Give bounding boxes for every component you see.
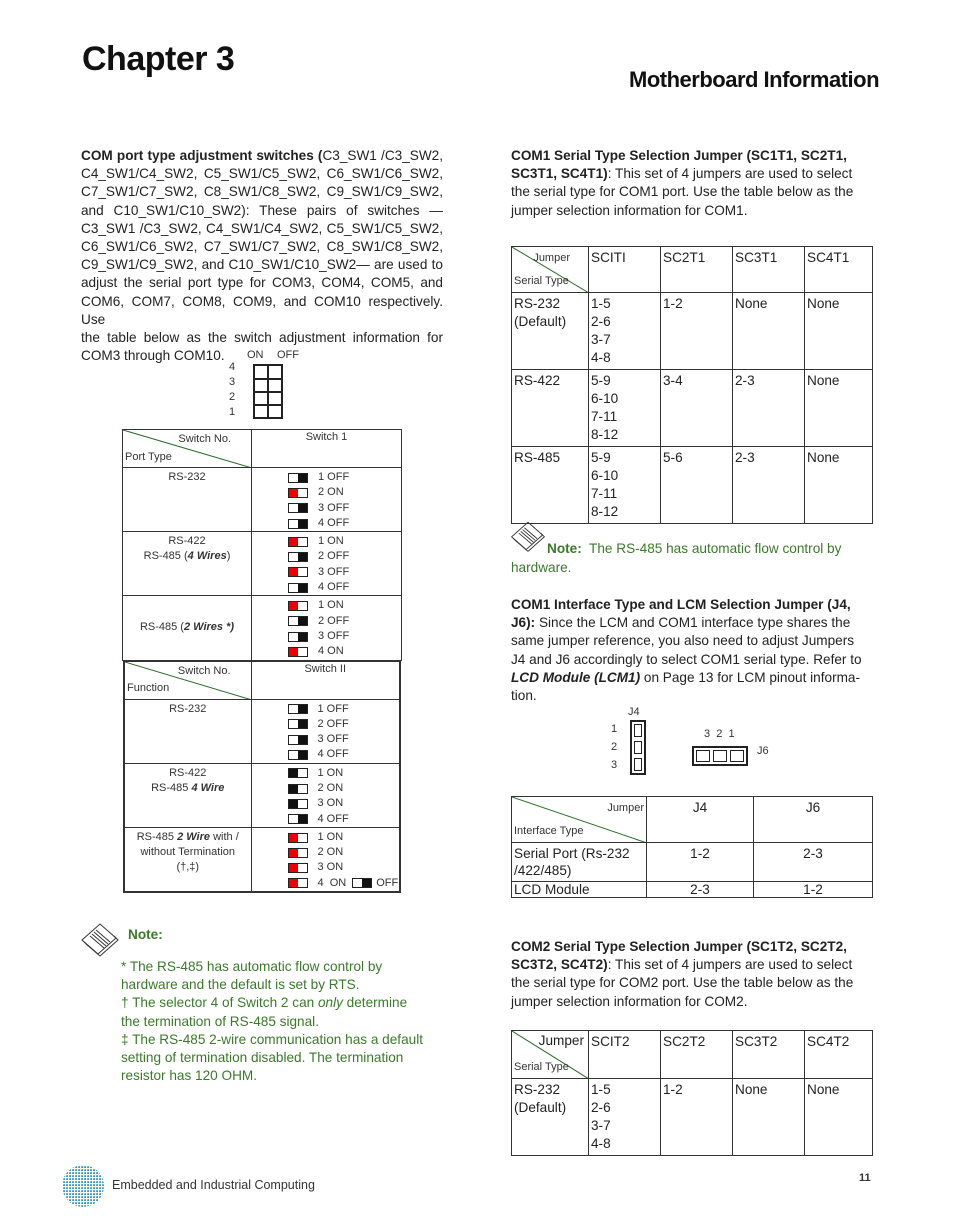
cell: None bbox=[805, 293, 873, 370]
note-line bbox=[121, 994, 451, 1012]
state-text: 3 OFF bbox=[318, 629, 350, 642]
note-title: Note: bbox=[547, 541, 582, 556]
com1-header-diag bbox=[512, 247, 589, 293]
note-text: hardware. bbox=[511, 560, 572, 575]
switch-toggle bbox=[288, 768, 308, 778]
switch-toggle bbox=[288, 473, 308, 483]
switch-toggle bbox=[288, 878, 308, 888]
com1-description bbox=[511, 147, 873, 220]
state-text: 2 OFF bbox=[318, 614, 350, 627]
label-emph: 4 Wire bbox=[191, 781, 225, 794]
label-part: RS-485 bbox=[136, 830, 178, 843]
note-line: setting of termination disabled. The termination bbox=[121, 1050, 404, 1066]
switch-toggle bbox=[288, 552, 308, 562]
switch-toggle bbox=[288, 647, 308, 657]
header-bottom: Serial Type bbox=[514, 275, 569, 287]
dip-on-label: ON bbox=[247, 349, 264, 361]
switch-toggle bbox=[288, 799, 308, 809]
com2-title: COM2 Serial Type Selection Jumper (SC1T2, SC2T2, bbox=[511, 939, 847, 954]
switch-toggle bbox=[288, 833, 308, 843]
col-header: SC4T2 bbox=[805, 1031, 873, 1079]
dip-number: 4 bbox=[229, 361, 236, 373]
cell bbox=[589, 370, 661, 447]
state-text: 3 OFF bbox=[318, 501, 350, 514]
dip-numbers bbox=[229, 360, 235, 420]
cell-line: 2-6 bbox=[591, 314, 611, 329]
note-part: † The selector 4 of Switch 2 can bbox=[121, 995, 318, 1011]
cell-line: 3-7 bbox=[591, 1118, 611, 1133]
state-text: 2 OFF bbox=[317, 717, 349, 730]
row-name bbox=[512, 843, 647, 882]
com1-text: the serial type for COM1 port. Use the table below as the bbox=[511, 184, 854, 200]
note-line: resistor has 120 OHM. bbox=[121, 1068, 257, 1084]
label-emph: 2 Wires *) bbox=[183, 621, 235, 634]
cell: None bbox=[733, 293, 805, 370]
cell: None bbox=[805, 370, 873, 447]
table-row bbox=[512, 447, 873, 524]
col-header: J6 bbox=[754, 797, 873, 843]
com2-text: the serial type for COM2 port. Use the table below as the bbox=[511, 975, 854, 991]
cell bbox=[589, 447, 661, 524]
cell: 1-2 bbox=[661, 293, 733, 370]
state-text: 1 ON bbox=[318, 599, 344, 612]
cell-line: RS-232 bbox=[514, 1082, 561, 1097]
state-text: 4 OFF bbox=[318, 581, 350, 594]
cell: None bbox=[805, 1079, 873, 1156]
state-text: 2 ON bbox=[317, 846, 344, 859]
cell-line: 8-12 bbox=[591, 504, 619, 519]
state-text: 2 OFF bbox=[318, 550, 350, 563]
intro-bold: COM port type adjustment switches ( bbox=[81, 148, 323, 163]
cell-line: 8-12 bbox=[591, 427, 619, 442]
switch-toggle bbox=[288, 632, 308, 642]
com1-text: : This set of 4 jumpers are used to select bbox=[607, 166, 853, 182]
row-label-text: RS-232 bbox=[169, 702, 207, 715]
table-row bbox=[512, 370, 873, 447]
row-name bbox=[512, 1079, 589, 1156]
intro-line: C3_SW1 /C3_SW2, C4_SW1/C4_SW2, C5_SW1/C5_SW2, bbox=[81, 220, 443, 236]
row-name: LCD Module bbox=[512, 882, 647, 898]
state-text: 1 OFF bbox=[318, 471, 350, 483]
state-text: 1 ON bbox=[317, 766, 344, 779]
switch-states bbox=[252, 596, 402, 660]
row-label-text bbox=[125, 781, 251, 796]
cell-line: RS-422 bbox=[514, 373, 561, 388]
dip-switch-graphic bbox=[253, 364, 283, 419]
intro-line: COM3 through COM10. bbox=[81, 348, 225, 364]
label-part: RS-485 ( bbox=[139, 621, 184, 634]
j4-pin-numbers bbox=[611, 720, 617, 774]
label-emph: 2 Wire bbox=[177, 830, 211, 843]
col-header: SCITI bbox=[589, 247, 661, 293]
iface-text: tion. bbox=[511, 688, 537, 704]
off-label: OFF bbox=[376, 876, 399, 889]
row-label-text: without Termination bbox=[140, 846, 236, 859]
note-icon bbox=[508, 516, 548, 559]
state-text: 4 ON bbox=[318, 645, 344, 658]
state-text: 3 OFF bbox=[317, 733, 349, 746]
state-text: 3 OFF bbox=[318, 565, 350, 578]
table-row bbox=[512, 1079, 873, 1156]
intro-line: COM6, COM7, COM8, COM9, and COM10 respectively. Use bbox=[81, 293, 443, 327]
row-label-text: RS-422 bbox=[168, 535, 206, 548]
state-text: 2 ON bbox=[318, 486, 344, 499]
switch2-col-header: Switch II bbox=[251, 661, 400, 699]
state-text: 4 OFF bbox=[317, 748, 349, 761]
cell-line: Serial Port (Rs-232 bbox=[514, 846, 630, 861]
switch-toggle bbox=[288, 735, 308, 745]
header-bottom: Function bbox=[127, 682, 170, 695]
note-body bbox=[121, 958, 451, 1085]
switch-toggle bbox=[288, 519, 308, 529]
table-row bbox=[512, 293, 873, 370]
iface-title: COM1 Interface Type and LCM Selection Jumper (J4, bbox=[511, 597, 851, 612]
row-label bbox=[124, 699, 251, 763]
cell-line: (Default) bbox=[514, 314, 567, 329]
j6-label: J6 bbox=[757, 745, 769, 757]
note-line: ‡ The RS-485 2-wire communication has a default bbox=[121, 1031, 423, 1047]
cell: 3-4 bbox=[661, 370, 733, 447]
switch2-table bbox=[123, 660, 401, 893]
section-title: Motherboard Information bbox=[629, 67, 880, 92]
row-name bbox=[512, 293, 589, 370]
state-text: 3 ON bbox=[317, 861, 344, 874]
com2-title-2: SC3T2, SC4T2) bbox=[511, 957, 608, 973]
header-top: Jumper bbox=[607, 802, 644, 814]
table-row bbox=[512, 843, 873, 882]
header-bottom: Serial Type bbox=[514, 1061, 569, 1073]
intro-line: C9_SW1/C9_SW2, and C10_SW1/C10_SW2— are used to bbox=[81, 257, 443, 273]
intro-line: C4_SW1/C4_SW2, C5_SW1/C5_SW2, C6_SW1/C6_SW2, bbox=[81, 166, 443, 182]
header-top: Switch No. bbox=[177, 665, 231, 677]
iface-text: J4 and J6 accordingly to select COM1 serial type. Refer to bbox=[511, 651, 862, 667]
switch-toggle bbox=[288, 848, 308, 858]
page-number: 11 bbox=[859, 1172, 871, 1184]
cell-line: 7-11 bbox=[591, 409, 618, 424]
switch-states bbox=[251, 763, 400, 827]
switch-states bbox=[252, 532, 402, 596]
cell: 2-3 bbox=[647, 882, 754, 898]
intro-line: and C10_SW1/C10_SW2): These pairs of switches — bbox=[81, 202, 443, 218]
label-part: RS-485 bbox=[151, 781, 192, 794]
intro-line: the table below as the switch adjustment information for bbox=[81, 330, 443, 346]
row-label bbox=[123, 468, 252, 532]
dip-number: 3 bbox=[229, 376, 236, 388]
note-text: The RS-485 has automatic flow control by bbox=[581, 541, 842, 556]
com2-header-diag bbox=[512, 1031, 589, 1079]
row-label-text bbox=[125, 830, 251, 845]
state-text: 4 OFF bbox=[317, 812, 349, 825]
cell: 5-6 bbox=[661, 447, 733, 524]
cell-line: (Default) bbox=[514, 1100, 567, 1115]
cell: 2-3 bbox=[733, 447, 805, 524]
cell-line: RS-485 bbox=[514, 450, 561, 465]
row-name bbox=[512, 370, 589, 447]
col-header: SC2T2 bbox=[661, 1031, 733, 1079]
col-header: SC3T1 bbox=[733, 247, 805, 293]
switch-toggle bbox=[288, 719, 308, 729]
switch-toggle bbox=[288, 704, 308, 714]
note-icon bbox=[78, 918, 122, 963]
iface-text: same jumper reference, you also need to adjust Jumpers bbox=[511, 633, 855, 649]
cell-line: /422/485) bbox=[514, 863, 572, 878]
switch-states bbox=[251, 699, 400, 763]
row-label-text: RS-422 bbox=[169, 766, 207, 779]
com-switch-intro bbox=[81, 147, 443, 365]
company-logo bbox=[60, 1163, 106, 1214]
note-part: determine bbox=[342, 995, 408, 1011]
header-bottom: Port Type bbox=[125, 450, 172, 463]
state-text: 4 OFF bbox=[318, 516, 350, 529]
cell-line: RS-232 bbox=[514, 296, 561, 311]
state-text: 1 ON bbox=[317, 830, 344, 843]
com1-text: jumper selection information for COM1. bbox=[511, 202, 748, 218]
com1-jumper-table bbox=[511, 246, 873, 524]
row-label-text: (†,‡) bbox=[176, 861, 200, 874]
cell-line: 3-7 bbox=[591, 332, 611, 347]
switch-toggle bbox=[288, 503, 308, 513]
cell-line: 6-10 bbox=[591, 468, 619, 483]
cell-line: 1-5 bbox=[591, 296, 611, 311]
note-emph: only bbox=[317, 995, 343, 1011]
com1-title: COM1 Serial Type Selection Jumper (SC1T1, SC2T1, bbox=[511, 148, 847, 163]
com2-description bbox=[511, 938, 873, 1011]
j6-pin-numbers: 3 2 1 bbox=[704, 728, 735, 740]
cell-line: 5-9 bbox=[591, 373, 611, 388]
row-label-text: RS-232 bbox=[168, 471, 206, 483]
cell: 1-2 bbox=[754, 882, 873, 898]
pin-number: 3 bbox=[611, 759, 618, 771]
switch1-table bbox=[122, 429, 402, 661]
table-row bbox=[512, 882, 873, 898]
j6-jumper-graphic bbox=[692, 746, 748, 766]
switch1-header-diag bbox=[123, 430, 252, 468]
col-header: J4 bbox=[647, 797, 754, 843]
switch-toggle-off bbox=[352, 878, 372, 888]
iface-link: LCD Module (LCM1) bbox=[511, 669, 641, 685]
state-text: 1 ON bbox=[318, 535, 344, 548]
header-top: Jumper bbox=[538, 1033, 584, 1048]
row-label bbox=[123, 532, 252, 596]
pin-number: 1 bbox=[611, 723, 618, 735]
j4-label: J4 bbox=[628, 706, 640, 718]
state-text: 3 ON bbox=[317, 797, 344, 810]
chapter-title: Chapter 3 bbox=[82, 40, 235, 78]
iface-description bbox=[511, 596, 873, 705]
cell-line: 4-8 bbox=[591, 1136, 611, 1151]
note-line: * The RS-485 has automatic flow control by bbox=[121, 959, 383, 974]
switch1-col-header: Switch 1 bbox=[252, 430, 402, 468]
header-top: Switch No. bbox=[178, 433, 231, 445]
row-label bbox=[123, 596, 252, 660]
com1-note bbox=[547, 540, 877, 558]
intro-line: C6_SW1/C6_SW2, C7_SW1/C7_SW2, C8_SW1/C8_SW2, bbox=[81, 239, 443, 255]
switch2-header-diag bbox=[124, 661, 251, 699]
row-label-text bbox=[123, 620, 251, 635]
switch-toggle bbox=[288, 537, 308, 547]
col-header: SCIT2 bbox=[589, 1031, 661, 1079]
switch-states bbox=[251, 827, 400, 892]
com2-text: : This set of 4 jumpers are used to select bbox=[607, 957, 853, 973]
switch-toggle bbox=[288, 616, 308, 626]
switch-toggle bbox=[288, 863, 308, 873]
iface-jumper-table bbox=[511, 796, 873, 898]
label-part: with / bbox=[210, 830, 239, 843]
note-title: Note: bbox=[128, 927, 163, 942]
cell-line: 1-5 bbox=[591, 1082, 611, 1097]
switch-states bbox=[252, 468, 402, 532]
com1-title-2: SC3T1, SC4T1) bbox=[511, 166, 608, 182]
footer-company: Embedded and Industrial Computing bbox=[112, 1178, 315, 1192]
cell: None bbox=[805, 447, 873, 524]
cell: 2-3 bbox=[733, 370, 805, 447]
header-bottom: Interface Type bbox=[514, 825, 584, 837]
label-emph: 4 Wires bbox=[187, 550, 227, 563]
cell-line: 2-6 bbox=[591, 1100, 611, 1115]
label-part: RS-485 ( bbox=[143, 550, 188, 563]
cell-line: 4-8 bbox=[591, 350, 611, 365]
header-top: Jumper bbox=[533, 252, 570, 264]
dip-number: 1 bbox=[229, 406, 236, 418]
state-text: 1 OFF bbox=[317, 702, 349, 715]
dip-off-label: OFF bbox=[277, 349, 299, 361]
switch-toggle bbox=[288, 601, 308, 611]
intro-line: C3_SW1 /C3_SW2, bbox=[322, 148, 443, 163]
switch-toggle bbox=[288, 784, 308, 794]
cell: 1-2 bbox=[647, 843, 754, 882]
row-label-text bbox=[123, 549, 251, 564]
com2-jumper-table bbox=[511, 1030, 873, 1156]
dip-number: 2 bbox=[229, 391, 236, 403]
row-label bbox=[124, 827, 251, 892]
iface-text: Since the LCM and COM1 interface type shares the bbox=[535, 615, 851, 631]
switch-toggle bbox=[288, 814, 308, 824]
cell: 1-2 bbox=[661, 1079, 733, 1156]
cell-line: 7-11 bbox=[591, 486, 618, 501]
col-header: SC3T2 bbox=[733, 1031, 805, 1079]
intro-line: adjust the serial port type for COM3, COM4, COM5, and bbox=[81, 275, 443, 291]
intro-line: C7_SW1/C7_SW2, C8_SW1/C8_SW2, C9_SW1/C9_SW2, bbox=[81, 184, 443, 200]
switch-toggle bbox=[288, 488, 308, 498]
cell-line: 6-10 bbox=[591, 391, 619, 406]
iface-text: on Page 13 for LCM pinout informa- bbox=[640, 669, 861, 685]
row-name bbox=[512, 447, 589, 524]
switch-toggle bbox=[288, 750, 308, 760]
row-label bbox=[124, 763, 251, 827]
state-text: 2 ON bbox=[317, 781, 344, 794]
j4-jumper-graphic bbox=[630, 720, 646, 775]
cell-line: 5-9 bbox=[591, 450, 611, 465]
cell bbox=[589, 293, 661, 370]
pin-number: 2 bbox=[611, 741, 618, 753]
switch-toggle bbox=[288, 567, 308, 577]
state-text: 4 ON bbox=[317, 876, 347, 889]
note-line: the termination of RS-485 signal. bbox=[121, 1013, 319, 1029]
cell: None bbox=[733, 1079, 805, 1156]
cell bbox=[589, 1079, 661, 1156]
note-line: hardware and the default is set by RTS. bbox=[121, 977, 360, 993]
com2-text: jumper selection information for COM2. bbox=[511, 993, 748, 1009]
col-header: SC2T1 bbox=[661, 247, 733, 293]
iface-title-2: J6): bbox=[511, 615, 536, 631]
cell: 2-3 bbox=[754, 843, 873, 882]
col-header: SC4T1 bbox=[805, 247, 873, 293]
label-part: ) bbox=[226, 550, 231, 563]
switch-toggle bbox=[288, 583, 308, 593]
iface-header-diag bbox=[512, 797, 647, 843]
